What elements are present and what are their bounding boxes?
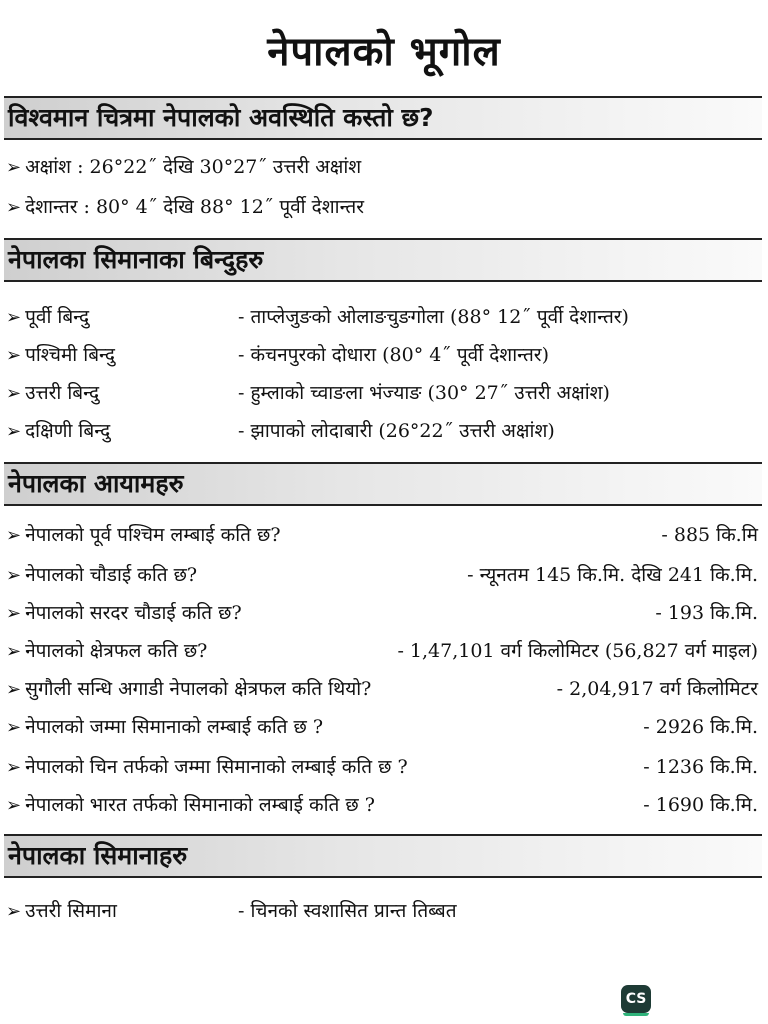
arrow-bullet-icon: ➢	[6, 525, 22, 546]
arrow-bullet-icon: ➢	[6, 603, 22, 624]
list-item	[6, 754, 758, 780]
border-value: - चिनको स्वशासित प्रान्त तिब्बत	[238, 900, 457, 922]
arrow-bullet-icon: ➢	[6, 307, 22, 328]
question-text: नेपालको भारत तर्फको सिमानाको लम्बाई कति छ ?	[25, 794, 375, 816]
arrow-bullet-icon: ➢	[6, 383, 22, 404]
list-item	[6, 562, 758, 588]
border-label: उत्तरी सिमाना	[25, 900, 117, 922]
section-heading-dimensions: नेपालका आयामहरु	[4, 462, 762, 506]
arrow-bullet-icon: ➢	[6, 197, 22, 218]
question-text: नेपालको चौडाई कति छ?	[25, 564, 198, 586]
question-text: नेपालको सरदर चौडाई कति छ?	[25, 602, 242, 624]
point-label: दक्षिणी बिन्दु	[25, 420, 111, 442]
list-item	[6, 714, 758, 740]
list-item	[6, 638, 758, 664]
list-item	[6, 792, 758, 818]
page-title: नेपालको भूगोल	[267, 29, 501, 75]
list-item	[6, 418, 756, 444]
list-item	[6, 342, 756, 368]
arrow-bullet-icon: ➢	[6, 717, 22, 738]
answer-text: - 1236 कि.मि.	[643, 756, 758, 778]
point-value: - झापाको लोदाबारी (26°22˝ उत्तरी अक्षांश)	[238, 420, 555, 442]
point-value: - कंचनपुरको दोधारा (80° 4˝ पूर्वी देशान्तर)	[238, 344, 549, 366]
question-text: नेपालको पूर्व पश्चिम लम्बाई कति छ?	[25, 524, 281, 546]
list-item	[6, 154, 361, 180]
point-value: - हुम्लाको च्वाङला भंज्याङ (30° 27˝ उत्तरी अक्षांश)	[238, 382, 610, 404]
point-label: उत्तरी बिन्दु	[25, 382, 100, 404]
arrow-bullet-icon: ➢	[6, 565, 22, 586]
list-item	[6, 194, 364, 220]
arrow-bullet-icon: ➢	[6, 157, 22, 178]
section-heading-location: विश्वमान चित्रमा नेपालको अवस्थिति कस्तो छ?	[4, 96, 762, 140]
list-item	[6, 676, 758, 702]
arrow-bullet-icon: ➢	[6, 901, 22, 922]
list-item	[6, 898, 756, 924]
answer-text: - 1,47,101 वर्ग किलोमिटर (56,827 वर्ग माइल)	[397, 640, 758, 662]
arrow-bullet-icon: ➢	[6, 345, 22, 366]
section-heading-borders: नेपालका सिमानाहरु	[4, 834, 762, 878]
answer-text: - 885 कि.मि	[661, 524, 758, 546]
point-label: पूर्वी बिन्दु	[25, 306, 90, 328]
section-heading-border-points: नेपालका सिमानाका बिन्दुहरु	[4, 238, 762, 282]
list-item	[6, 600, 758, 626]
latitude-text: अक्षांश : 26°22˝ देखि 30°27˝ उत्तरी अक्षांश	[25, 156, 362, 178]
arrow-bullet-icon: ➢	[6, 679, 22, 700]
arrow-bullet-icon: ➢	[6, 421, 22, 442]
point-value: - ताप्लेजुङको ओलाङचुङगोला (88° 12˝ पूर्वी देशान्तर)	[238, 306, 629, 328]
answer-text: - 1690 कि.मि.	[643, 794, 758, 816]
list-item	[6, 522, 758, 548]
longitude-text: देशान्तर : 80° 4˝ देखि 88° 12˝ पूर्वी देशान्तर	[25, 196, 365, 218]
arrow-bullet-icon: ➢	[6, 757, 22, 778]
answer-text: - 2926 कि.मि.	[643, 716, 758, 738]
question-text: नेपालको क्षेत्रफल कति छ?	[25, 640, 208, 662]
answer-text: - 193 कि.मि.	[655, 602, 758, 624]
point-label: पश्चिमी बिन्दु	[25, 344, 115, 366]
list-item	[6, 304, 756, 330]
arrow-bullet-icon: ➢	[6, 641, 22, 662]
answer-text: - न्यूनतम 145 कि.मि. देखि 241 कि.मि.	[467, 564, 758, 586]
question-text: नेपालको चिन तर्फको जम्मा सिमानाको लम्बाई कति छ ?	[25, 756, 408, 778]
list-item	[6, 380, 756, 406]
arrow-bullet-icon: ➢	[6, 795, 22, 816]
app-badge-icon[interactable]: CS	[621, 985, 651, 1013]
question-text: नेपालको जम्मा सिमानाको लम्बाई कति छ ?	[25, 716, 324, 738]
answer-text: - 2,04,917 वर्ग किलोमिटर	[556, 678, 758, 700]
question-text: सुगौली सन्धि अगाडी नेपालको क्षेत्रफल कति थियो?	[25, 678, 372, 700]
